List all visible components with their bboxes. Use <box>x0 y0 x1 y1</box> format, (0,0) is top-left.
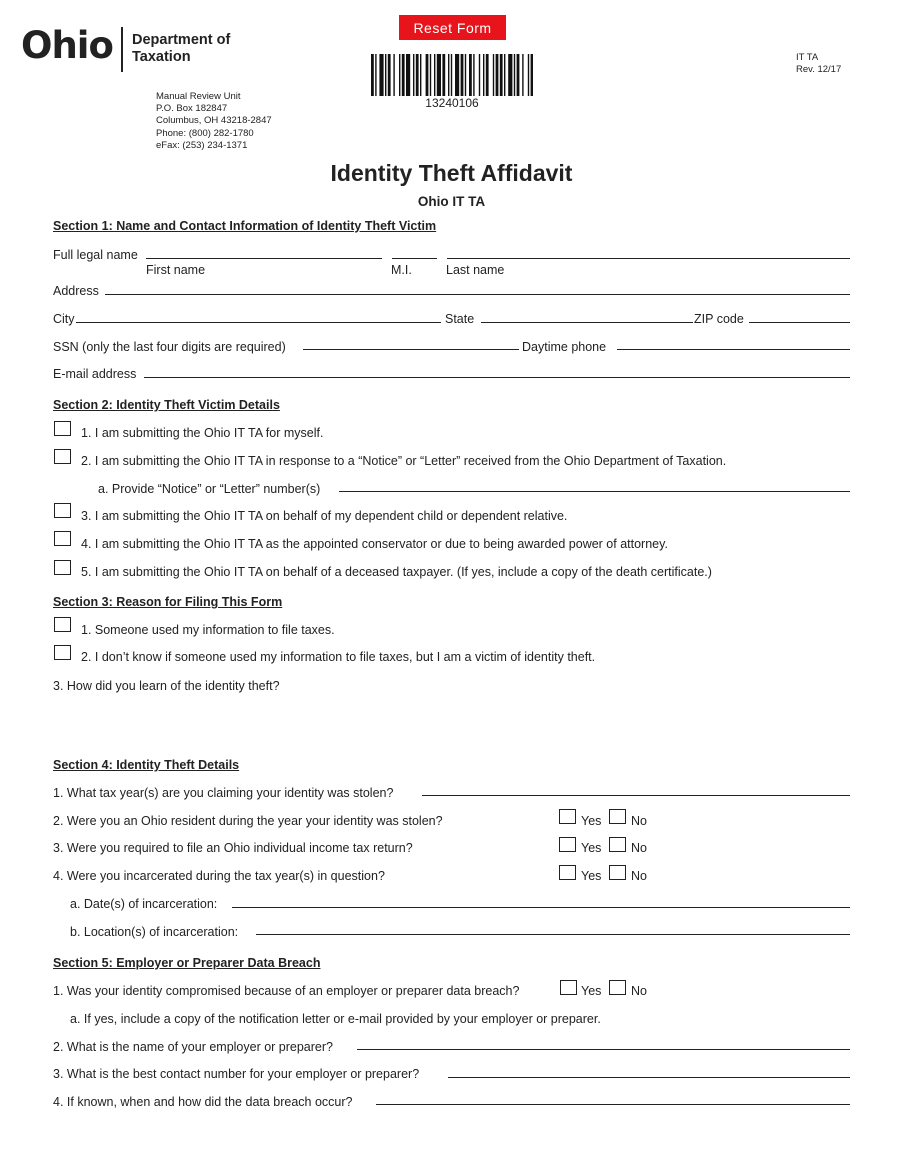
s2-item2-checkbox[interactable] <box>54 449 71 464</box>
barcode-bar <box>531 54 533 96</box>
zip-field[interactable] <box>749 322 850 323</box>
address-line: eFax: (253) 234-1371 <box>156 139 248 151</box>
section2-heading: Section 2: Identity Theft Victim Details <box>53 398 280 412</box>
s4-q1-label: 1. What tax year(s) are you claiming your identity was stolen? <box>53 786 394 800</box>
state-label: State <box>445 312 475 326</box>
barcode-bar <box>451 54 452 96</box>
first-name-field[interactable] <box>146 258 382 259</box>
s2-item2-label: 2. I am submitting the Ohio IT TA in response to a “Notice” or “Letter” received from the Ohio Department of Taxation. <box>81 454 727 468</box>
s3-q3-answer-area[interactable] <box>53 697 850 747</box>
s4-q3-label: 3. Were you required to file an Ohio individual income tax return? <box>53 841 413 855</box>
barcode-bar <box>434 54 435 96</box>
mi-caption: M.I. <box>391 263 412 277</box>
barcode-bar <box>465 54 466 96</box>
s5-q3-field[interactable] <box>448 1077 850 1078</box>
dept-line-1: Department of <box>132 32 231 48</box>
last-name-field[interactable] <box>447 258 850 259</box>
ohio-logo: Ohio <box>21 24 113 67</box>
s5-q1-yes-checkbox[interactable] <box>560 980 577 995</box>
s5-q4-label: 4. If known, when and how did the data breach occur? <box>53 1095 353 1109</box>
barcode-bar <box>496 54 499 96</box>
barcode-number: 13240106 <box>425 96 479 110</box>
email-field[interactable] <box>144 377 850 378</box>
barcode-bar <box>426 54 429 96</box>
mailing-address <box>156 91 272 152</box>
barcode-bar <box>416 54 419 96</box>
s3-item1-label: 1. Someone used my information to file taxes. <box>81 623 335 637</box>
barcode-bar <box>420 54 421 96</box>
barcode-bar <box>455 54 459 96</box>
barcode-bar <box>393 54 394 96</box>
mi-field[interactable] <box>392 258 437 259</box>
barcode-bar <box>448 54 449 96</box>
s4-q4-yes-checkbox[interactable] <box>559 865 576 880</box>
last-name-caption: Last name <box>446 263 505 277</box>
barcode-bar <box>469 54 472 96</box>
s2-item1-label: 1. I am submitting the Ohio IT TA for myself. <box>81 426 324 440</box>
s4-q2-yes-checkbox[interactable] <box>559 809 576 824</box>
s3-item1-checkbox[interactable] <box>54 617 71 632</box>
barcode-bar <box>379 54 383 96</box>
ssn-field[interactable] <box>303 349 519 350</box>
barcode-bar <box>413 54 414 96</box>
address-label: Address <box>53 284 99 298</box>
s3-q3-label: 3. How did you learn of the identity theft? <box>53 679 280 693</box>
form-id <box>796 52 841 76</box>
s2-item5-checkbox[interactable] <box>54 560 71 575</box>
department-name <box>132 32 230 66</box>
s4-q4-no-checkbox[interactable] <box>609 865 626 880</box>
s5-q1-yes-label: Yes <box>581 984 602 998</box>
s4-q3-no-checkbox[interactable] <box>609 837 626 852</box>
s4-q3-yes-checkbox[interactable] <box>559 837 576 852</box>
address-field[interactable] <box>105 294 850 295</box>
city-field[interactable] <box>76 322 441 323</box>
barcode-bar <box>406 54 410 96</box>
form-code: IT TA <box>796 52 819 63</box>
s2-item1-checkbox[interactable] <box>54 421 71 436</box>
phone-label: Daytime phone <box>522 340 607 354</box>
address-line: Columbus, OH 43218-2847 <box>156 115 272 127</box>
section3-heading: Section 3: Reason for Filing This Form <box>53 595 283 609</box>
barcode-bar <box>528 54 529 96</box>
barcode-bar <box>461 54 464 96</box>
s5-q2-label: 2. What is the name of your employer or preparer? <box>53 1040 333 1054</box>
barcode-bar <box>500 54 503 96</box>
s4-q3-yes-label: Yes <box>581 841 602 855</box>
barcode-bar <box>385 54 386 96</box>
barcode-bar <box>522 54 523 96</box>
barcode-bar <box>371 54 374 96</box>
s2-item3-checkbox[interactable] <box>54 503 71 518</box>
address-line: P.O. Box 182847 <box>156 103 228 115</box>
barcode-bar <box>375 54 376 96</box>
s4-q4a-field[interactable] <box>232 907 850 908</box>
logo-divider <box>121 27 123 72</box>
s4-q4-no-label: No <box>631 869 647 883</box>
barcode-bar <box>508 54 512 96</box>
s4-q3-no-label: No <box>631 841 647 855</box>
barcode-bar <box>437 54 441 96</box>
form-revision: Rev. 12/17 <box>796 64 842 75</box>
s5-q3-label: 3. What is the best contact number for your employer or preparer? <box>53 1067 420 1081</box>
barcode-bar <box>483 54 484 96</box>
full-name-label: Full legal name <box>53 248 138 262</box>
s2-item5-label: 5. I am submitting the Ohio IT TA on behalf of a deceased taxpayer. (If yes, include a copy of the death certificate.) <box>81 565 712 579</box>
barcode-bar <box>514 54 515 96</box>
ssn-label: SSN (only the last four digits are required) <box>53 340 286 354</box>
s2-item4-label: 4. I am submitting the Ohio IT TA as the appointed conservator or due to being awarded power of attorney. <box>81 537 668 551</box>
s4-q1-field[interactable] <box>422 795 850 796</box>
s3-item2-checkbox[interactable] <box>54 645 71 660</box>
s4-q2-label: 2. Were you an Ohio resident during the year your identity was stolen? <box>53 814 443 828</box>
s5-q1a-label: a. If yes, include a copy of the notification letter or e-mail provided by your employer or preparer. <box>70 1012 601 1026</box>
address-line: Phone: (800) 282-1780 <box>156 127 254 139</box>
s5-q1-no-checkbox[interactable] <box>609 980 626 995</box>
s4-q2-yes-label: Yes <box>581 814 602 828</box>
s4-q4-yes-label: Yes <box>581 869 602 883</box>
s4-q4-label: 4. Were you incarcerated during the tax year(s) in question? <box>53 869 385 883</box>
barcode-bar <box>479 54 480 96</box>
state-field[interactable] <box>481 322 693 323</box>
section1-heading: Section 1: Name and Contact Information of Identity Theft Victim <box>53 219 437 233</box>
barcode-bar <box>486 54 489 96</box>
email-label: E-mail address <box>53 367 137 381</box>
s5-q1-label: 1. Was your identity compromised because of an employer or preparer data breach? <box>53 984 520 998</box>
s4-q4a-label: a. Date(s) of incarceration: <box>70 897 218 911</box>
address-line: Manual Review Unit <box>156 91 241 102</box>
s4-q2-no-label: No <box>631 814 647 828</box>
s4-q4b-field[interactable] <box>256 934 850 935</box>
barcode-bar <box>504 54 505 96</box>
notice-number-label: a. Provide “Notice” or “Letter” number(s) <box>98 482 321 496</box>
barcode-bar <box>430 54 431 96</box>
form-title: Identity Theft Affidavit <box>330 160 573 186</box>
s5-q2-field[interactable] <box>357 1049 850 1050</box>
section5-heading: Section 5: Employer or Preparer Data Breach <box>53 956 321 970</box>
zip-label: ZIP code <box>694 312 744 326</box>
section4-heading: Section 4: Identity Theft Details <box>53 758 240 772</box>
barcode-bar <box>442 54 445 96</box>
city-label: City <box>53 312 75 326</box>
first-name-caption: First name <box>146 263 206 277</box>
barcode-bar <box>402 54 405 96</box>
barcode-bar <box>517 54 520 96</box>
barcode-bar <box>399 54 400 96</box>
form-subtitle: Ohio IT TA <box>417 194 486 209</box>
dept-line-2: Taxation <box>132 49 191 65</box>
reset-form-button[interactable]: Reset Form <box>399 15 506 40</box>
barcode-bar <box>388 54 391 96</box>
barcode-bar <box>493 54 494 96</box>
s4-q4b-label: b. Location(s) of incarceration: <box>70 925 239 939</box>
phone-field[interactable] <box>617 349 850 350</box>
notice-number-field[interactable] <box>339 491 850 492</box>
s5-q1-no-label: No <box>631 984 647 998</box>
s2-item3-label: 3. I am submitting the Ohio IT TA on behalf of my dependent child or dependent relative. <box>81 509 568 523</box>
s4-q2-no-checkbox[interactable] <box>609 809 626 824</box>
barcode-bar <box>473 54 474 96</box>
s5-q4-field[interactable] <box>376 1104 850 1105</box>
s3-item2-label: 2. I don’t know if someone used my information to file taxes, but I am a victim of identity theft. <box>81 650 596 664</box>
s2-item4-checkbox[interactable] <box>54 531 71 546</box>
barcode <box>371 54 533 96</box>
